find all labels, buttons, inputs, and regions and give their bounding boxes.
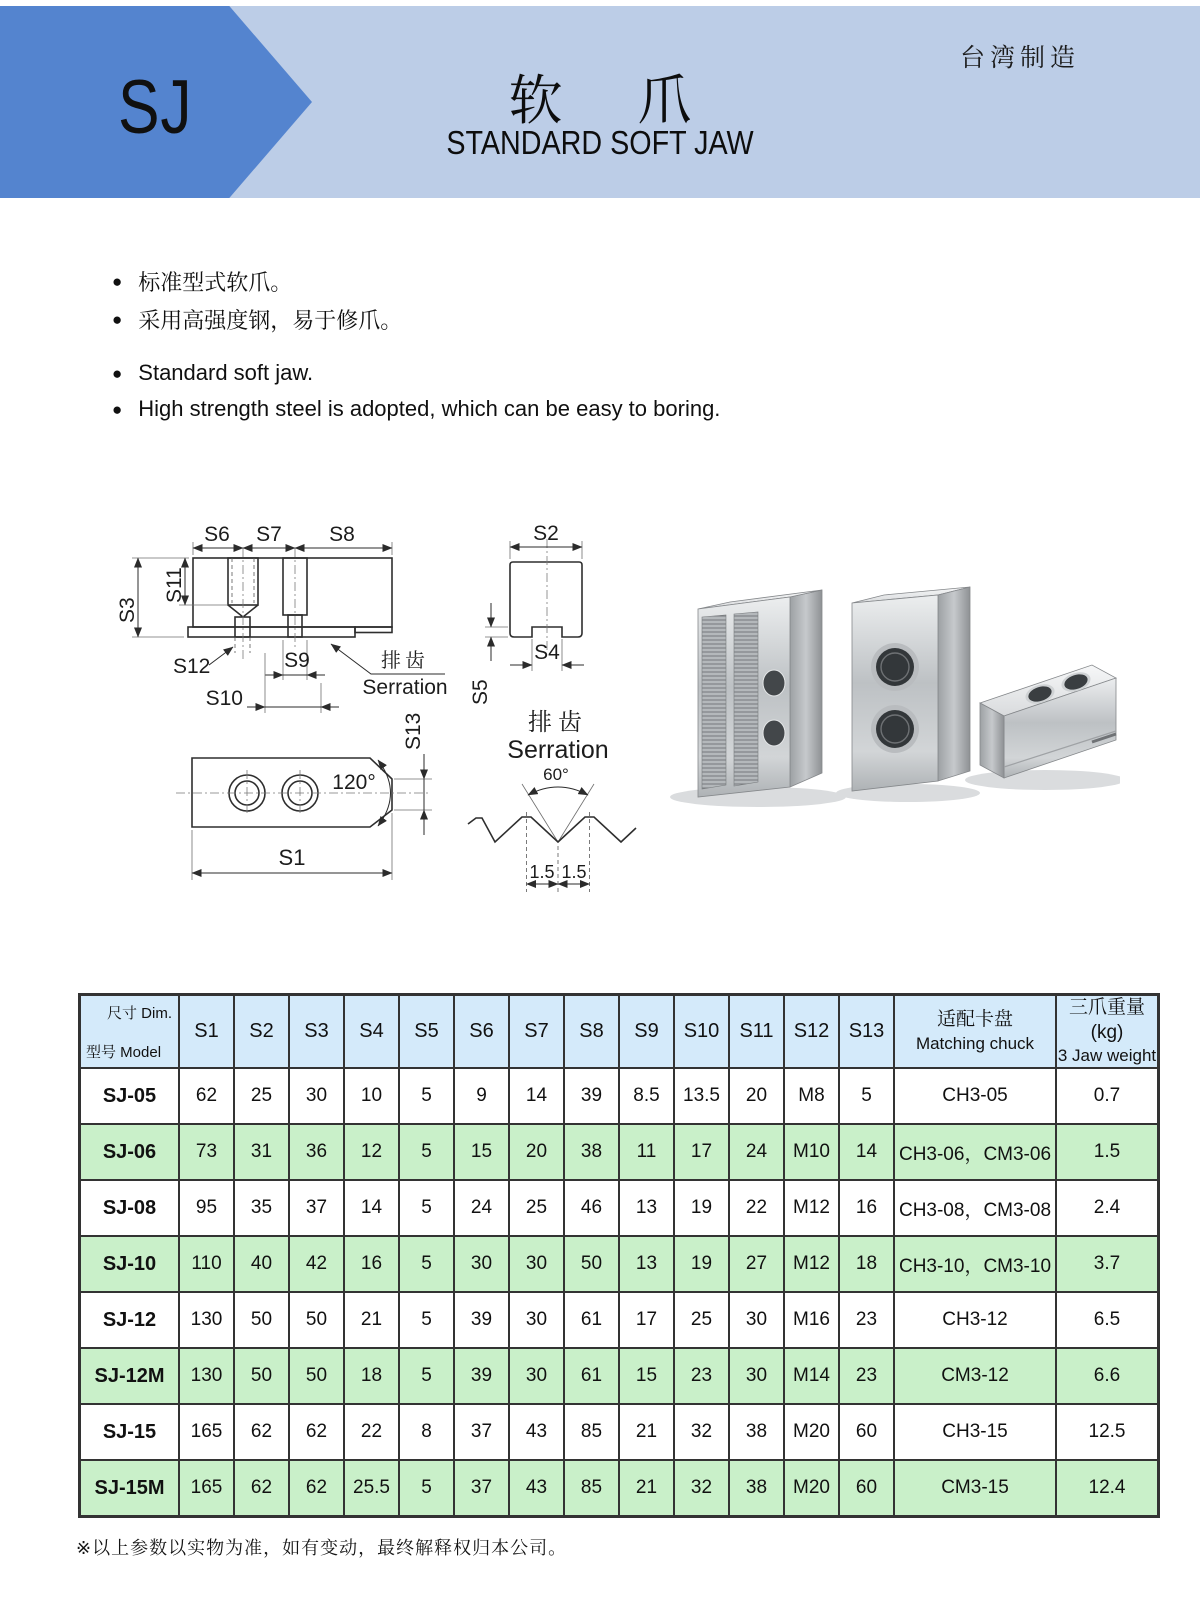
- model-cell: SJ-15: [80, 1404, 180, 1460]
- dim-header: S8: [564, 995, 619, 1069]
- dim-header: S3: [289, 995, 344, 1069]
- weight-header: [1056, 995, 1159, 1069]
- dim-value-cell: 50: [564, 1236, 619, 1292]
- dim-value-cell: 27: [729, 1236, 784, 1292]
- serration-label-cn: 排齿: [381, 650, 429, 672]
- model-cell: SJ-05: [80, 1068, 180, 1124]
- dim-label-s5: S5: [469, 679, 492, 705]
- dim-value-cell: 13.5: [674, 1068, 729, 1124]
- dim-value-cell: 50: [289, 1348, 344, 1404]
- chuck-header-en: Matching chuck: [915, 1034, 1035, 1054]
- made-in-label: 台湾制造: [960, 44, 1081, 72]
- dim-label-s10: S10: [205, 687, 243, 710]
- dim-header: S11: [729, 995, 784, 1069]
- bullet-icon: ●: [112, 272, 123, 291]
- table-row: [80, 1460, 1159, 1516]
- dim-value-cell: 61: [564, 1292, 619, 1348]
- feature-item: [112, 396, 720, 422]
- dim-value-cell: 24: [454, 1180, 509, 1236]
- dim-value-cell: 85: [564, 1404, 619, 1460]
- dim-label-s13: S13: [402, 712, 425, 750]
- dim-value-cell: 12: [344, 1124, 399, 1180]
- dim-label-s9: S9: [284, 649, 310, 672]
- dim-value-cell: M12: [784, 1180, 839, 1236]
- dim-value-cell: 14: [344, 1180, 399, 1236]
- angle-label-120: 120°: [332, 771, 376, 794]
- model-cell: SJ-10: [80, 1236, 180, 1292]
- dim-label-s2: S2: [533, 522, 559, 545]
- model-cell: SJ-08: [80, 1180, 180, 1236]
- dim-value-cell: 30: [509, 1236, 564, 1292]
- feature-item: [112, 360, 313, 386]
- dim-value-cell: 14: [509, 1068, 564, 1124]
- dim-value-cell: 130: [179, 1292, 234, 1348]
- dim-value-cell: 5: [399, 1292, 454, 1348]
- dim-value-cell: 8.5: [619, 1068, 674, 1124]
- page-title-cn: 软 爪: [508, 71, 722, 131]
- dim-value-cell: 165: [179, 1404, 234, 1460]
- dim-header: S10: [674, 995, 729, 1069]
- dim-value-cell: 10: [344, 1068, 399, 1124]
- dim-value-cell: 5: [399, 1460, 454, 1516]
- dim-label-s12: S12: [173, 655, 211, 678]
- dim-value-cell: 38: [729, 1460, 784, 1516]
- dim-value-cell: M10: [784, 1124, 839, 1180]
- dim-value-cell: 25.5: [344, 1460, 399, 1516]
- dim-value-cell: 39: [564, 1068, 619, 1124]
- feature-text: 标准型式软爪。: [138, 270, 293, 295]
- spec-table-body: [80, 1068, 1159, 1516]
- dim-value-cell: 37: [454, 1460, 509, 1516]
- dim-value-cell: M20: [784, 1460, 839, 1516]
- dim-value-cell: 39: [454, 1292, 509, 1348]
- dim-value-cell: 32: [674, 1460, 729, 1516]
- dim-value-cell: 5: [399, 1180, 454, 1236]
- table-row: [80, 1404, 1159, 1460]
- dim-value-cell: 25: [509, 1180, 564, 1236]
- series-code: SJ: [118, 65, 193, 150]
- angle-label-60: 60°: [543, 765, 569, 784]
- dim-value-cell: 39: [454, 1348, 509, 1404]
- chuck-header-cn: 适配卡盘: [936, 1009, 1013, 1031]
- bullet-icon: ●: [112, 399, 123, 419]
- dim-value-cell: M14: [784, 1348, 839, 1404]
- weight-cell: 6.6: [1056, 1348, 1159, 1404]
- dim-value-cell: 18: [839, 1236, 894, 1292]
- chuck-cell: CH3-12: [894, 1292, 1056, 1348]
- dim-header: S13: [839, 995, 894, 1069]
- bullet-icon: ●: [112, 310, 123, 329]
- table-row: [80, 1124, 1159, 1180]
- weight-header-cn: 三爪重量(kg): [1068, 997, 1145, 1043]
- dim-value-cell: 43: [509, 1404, 564, 1460]
- page-title-en: STANDARD SOFT JAW: [446, 124, 754, 161]
- dim-value-cell: 165: [179, 1460, 234, 1516]
- dim-value-cell: 5: [399, 1068, 454, 1124]
- drawing-top-view: [140, 700, 470, 895]
- corner-model-label: 型号 Model: [86, 1044, 162, 1062]
- pitch-label-right: 1.5: [561, 862, 587, 882]
- dim-value-cell: 61: [564, 1348, 619, 1404]
- dim-label-s4: S4: [534, 641, 560, 664]
- dim-value-cell: 21: [619, 1460, 674, 1516]
- dim-label-s11: S11: [163, 567, 186, 603]
- dim-value-cell: 5: [399, 1348, 454, 1404]
- feature-text: High strength steel is adopted, which can be easy to boring.: [138, 396, 721, 421]
- dim-value-cell: 37: [454, 1404, 509, 1460]
- dim-value-cell: 25: [674, 1292, 729, 1348]
- dim-label-s6: S6: [204, 523, 230, 546]
- chuck-cell: CH3-06，CM3-06: [894, 1124, 1056, 1180]
- dim-value-cell: 50: [234, 1348, 289, 1404]
- dim-value-cell: 24: [729, 1124, 784, 1180]
- dim-value-cell: 62: [289, 1404, 344, 1460]
- dim-value-cell: 5: [839, 1068, 894, 1124]
- model-cell: SJ-06: [80, 1124, 180, 1180]
- weight-cell: 3.7: [1056, 1236, 1159, 1292]
- dim-header: S2: [234, 995, 289, 1069]
- dim-value-cell: 8: [399, 1404, 454, 1460]
- dim-value-cell: 23: [839, 1348, 894, 1404]
- weight-cell: 12.5: [1056, 1404, 1159, 1460]
- dim-value-cell: 130: [179, 1348, 234, 1404]
- dim-value-cell: 5: [399, 1236, 454, 1292]
- dim-value-cell: 95: [179, 1180, 234, 1236]
- dim-value-cell: 62: [234, 1404, 289, 1460]
- dim-value-cell: 110: [179, 1236, 234, 1292]
- bullet-icon: ●: [112, 363, 123, 383]
- weight-header-en: 3 Jaw weight: [1057, 1046, 1157, 1066]
- chuck-cell: CH3-15: [894, 1404, 1056, 1460]
- dim-value-cell: 62: [289, 1460, 344, 1516]
- feature-item: [112, 266, 292, 297]
- dim-value-cell: 20: [509, 1124, 564, 1180]
- table-row: [80, 1068, 1159, 1124]
- dim-value-cell: 13: [619, 1180, 674, 1236]
- table-header-row: [80, 995, 1159, 1069]
- dim-value-cell: 42: [289, 1236, 344, 1292]
- dim-value-cell: 23: [674, 1348, 729, 1404]
- dim-value-cell: 43: [509, 1460, 564, 1516]
- header-banner: [0, 6, 1200, 198]
- dim-header: S12: [784, 995, 839, 1069]
- chuck-cell: CH3-08，CM3-08: [894, 1180, 1056, 1236]
- weight-cell: 1.5: [1056, 1124, 1159, 1180]
- dim-value-cell: 73: [179, 1124, 234, 1180]
- dim-value-cell: 60: [839, 1404, 894, 1460]
- dim-value-cell: 30: [509, 1292, 564, 1348]
- dim-value-cell: 21: [619, 1404, 674, 1460]
- dim-value-cell: 14: [839, 1124, 894, 1180]
- dim-value-cell: 11: [619, 1124, 674, 1180]
- dim-header: S6: [454, 995, 509, 1069]
- chuck-cell: CH3-05: [894, 1068, 1056, 1124]
- product-photo: [640, 535, 1120, 825]
- dim-value-cell: 36: [289, 1124, 344, 1180]
- dim-value-cell: 50: [289, 1292, 344, 1348]
- dim-label-s7: S7: [256, 523, 282, 546]
- weight-cell: 2.4: [1056, 1180, 1159, 1236]
- dim-value-cell: 19: [674, 1180, 729, 1236]
- dim-value-cell: 62: [179, 1068, 234, 1124]
- dim-value-cell: 37: [289, 1180, 344, 1236]
- dim-header: S1: [179, 995, 234, 1069]
- dim-value-cell: 13: [619, 1236, 674, 1292]
- dim-value-cell: 30: [509, 1348, 564, 1404]
- dim-value-cell: 62: [234, 1460, 289, 1516]
- table-row: [80, 1236, 1159, 1292]
- dim-value-cell: 9: [454, 1068, 509, 1124]
- serration-detail-title-en: Serration: [507, 736, 609, 764]
- dim-value-cell: M8: [784, 1068, 839, 1124]
- dim-value-cell: 20: [729, 1068, 784, 1124]
- dim-value-cell: 30: [289, 1068, 344, 1124]
- spec-table: [78, 993, 1160, 1518]
- table-row: [80, 1292, 1159, 1348]
- drawing-side-view: [105, 495, 475, 725]
- dim-value-cell: 22: [344, 1404, 399, 1460]
- dim-value-cell: 19: [674, 1236, 729, 1292]
- chuck-cell: CM3-15: [894, 1460, 1056, 1516]
- dim-value-cell: 5: [399, 1124, 454, 1180]
- model-cell: SJ-12M: [80, 1348, 180, 1404]
- dim-header: S4: [344, 995, 399, 1069]
- dim-value-cell: M20: [784, 1404, 839, 1460]
- dim-header: S7: [509, 995, 564, 1069]
- dim-label-s3: S3: [116, 597, 139, 623]
- chuck-cell: CM3-12: [894, 1348, 1056, 1404]
- dim-value-cell: 16: [344, 1236, 399, 1292]
- dim-value-cell: 32: [674, 1404, 729, 1460]
- table-row: [80, 1348, 1159, 1404]
- dim-header: S5: [399, 995, 454, 1069]
- dim-value-cell: 31: [234, 1124, 289, 1180]
- dim-value-cell: 38: [729, 1404, 784, 1460]
- chuck-cell: CH3-10，CM3-10: [894, 1236, 1056, 1292]
- dim-value-cell: 21: [344, 1292, 399, 1348]
- dim-value-cell: 46: [564, 1180, 619, 1236]
- weight-cell: 6.5: [1056, 1292, 1159, 1348]
- model-cell: SJ-12: [80, 1292, 180, 1348]
- feature-text: 采用高强度钢，易于修爪。: [138, 308, 403, 333]
- dim-value-cell: 35: [234, 1180, 289, 1236]
- feature-item: [112, 304, 402, 335]
- model-cell: SJ-15M: [80, 1460, 180, 1516]
- weight-cell: 12.4: [1056, 1460, 1159, 1516]
- table-corner-cell: [80, 995, 180, 1069]
- dim-value-cell: 38: [564, 1124, 619, 1180]
- corner-dim-label: 尺寸 Dim.: [107, 1005, 172, 1022]
- pitch-label-left: 1.5: [529, 862, 555, 882]
- dim-label-s1: S1: [278, 845, 306, 870]
- dim-value-cell: M16: [784, 1292, 839, 1348]
- dim-value-cell: 30: [729, 1292, 784, 1348]
- chuck-header: [894, 995, 1056, 1069]
- dim-value-cell: 15: [619, 1348, 674, 1404]
- dim-value-cell: 17: [674, 1124, 729, 1180]
- footnote: ※以上参数以实物为准，如有变动，最终解释权归本公司。: [76, 1538, 568, 1558]
- dim-value-cell: 18: [344, 1348, 399, 1404]
- serration-label-en: Serration: [362, 676, 448, 699]
- dim-header: S9: [619, 995, 674, 1069]
- dim-value-cell: 30: [454, 1236, 509, 1292]
- dim-value-cell: 25: [234, 1068, 289, 1124]
- dim-value-cell: 30: [729, 1348, 784, 1404]
- dim-value-cell: 50: [234, 1292, 289, 1348]
- dim-value-cell: 17: [619, 1292, 674, 1348]
- dim-value-cell: M12: [784, 1236, 839, 1292]
- dim-value-cell: 16: [839, 1180, 894, 1236]
- table-row: [80, 1180, 1159, 1236]
- serration-detail-title-cn: 排齿: [528, 709, 588, 736]
- dim-value-cell: 85: [564, 1460, 619, 1516]
- weight-cell: 0.7: [1056, 1068, 1159, 1124]
- dim-value-cell: 22: [729, 1180, 784, 1236]
- dim-value-cell: 23: [839, 1292, 894, 1348]
- dim-label-s8: S8: [329, 523, 355, 546]
- dim-value-cell: 60: [839, 1460, 894, 1516]
- dim-value-cell: 15: [454, 1124, 509, 1180]
- dim-value-cell: 40: [234, 1236, 289, 1292]
- feature-text: Standard soft jaw.: [138, 360, 314, 385]
